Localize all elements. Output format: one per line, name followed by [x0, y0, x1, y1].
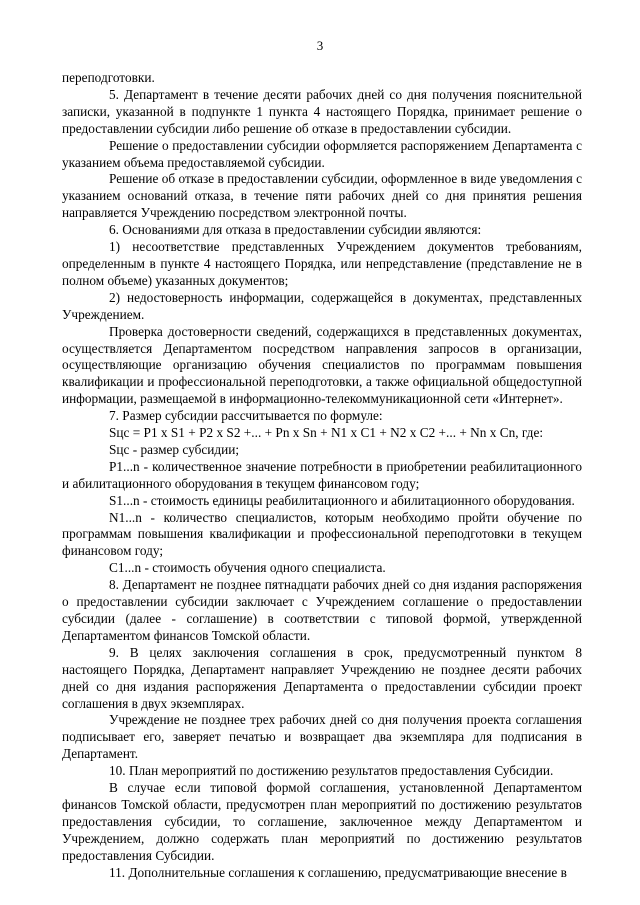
- paragraph-13: N1...n - количество специалистов, которым необходимо пройти обучение по программам повышения квалификации и профессиональной переподготовки в текущем финансовом году;: [62, 509, 582, 559]
- paragraph-4: 6. Основаниями для отказа в предоставлении субсидии являются:: [109, 222, 482, 238]
- paragraph-7: Проверка достоверности сведений, содержащихся в представленных документах, осуществляется Департаментом посредством направления запросов в организации, осуществляющие организацию обучения специалистов по программам повышения квалификации и профессиональной переподготовки, а также официальной общедоступной информации, размещаемой в информационно-телекоммуникационной сети «Интернет».: [62, 323, 582, 407]
- paragraph-18: 10. План мероприятий по достижению результатов предоставления Субсидии.: [109, 763, 554, 779]
- paragraph-6: 2) недостоверность информации, содержащейся в документах, представленных Учреждением.: [62, 289, 582, 322]
- paragraph-14: C1...n - стоимость обучения одного специалиста.: [109, 560, 386, 576]
- paragraph-2: Решение о предоставлении субсидии оформляется распоряжением Департамента с указанием объема предоставляемой субсидии.: [62, 137, 582, 170]
- paragraph-11: P1...n - количественное значение потребности в приобретении реабилитационного и абилитационного оборудования в текущем финансовом году;: [62, 458, 582, 491]
- paragraph-15: 8. Департамент не позднее пятнадцати рабочих дней со дня издания распоряжения о предоставлении субсидии заключает с Учреждением соглашение о предоставлении субсидии (далее - соглашение) в соответствии с типовой формой, утвержденной Департаментом финансов Томской области.: [62, 577, 582, 643]
- paragraph-1: 5. Департамент в течение десяти рабочих дней со дня получения пояснительной записки, указанной в подпункте 1 пункта 4 настоящего Порядка, принимает решение о предоставлении субсидии либо решение об отказе в предоставлении субсидии.: [62, 86, 582, 136]
- paragraph-10: Sцс - размер субсидии;: [109, 441, 240, 457]
- paragraph-3: Решение об отказе в предоставлении субсидии, оформленное в виде уведомления с указанием оснований отказа, в течение пяти рабочих дней со дня принятия решения направляется Учреждению посредством электронной почты.: [62, 171, 582, 221]
- paragraph-17: Учреждение не позднее трех рабочих дней со дня получения проекта соглашения подписывает его, заверяет печатью и возвращает два экземпляра для подписания в Департамент.: [62, 712, 582, 762]
- paragraph-16: 9. В целях заключения соглашения в срок, предусмотренный пунктом 8 настоящего Порядка, Департамент направляет Учреждению не позднее десяти рабочих дней со дня издания распоряжения Департамента о предоставлении субсидии проект соглашения в двух экземплярах.: [62, 644, 582, 711]
- page-number: 3: [316, 38, 324, 53]
- paragraph-8: 7. Размер субсидии рассчитывается по формуле:: [109, 408, 383, 424]
- formula: Sцс = P1 x S1 + P2 x S2 +... + Pn x Sn + N1 x C1 + N2 x C2 +... + Nn x Cn, где:: [109, 425, 544, 441]
- paragraph-12: S1...n - стоимость единицы реабилитационного и абилитационного оборудования.: [109, 492, 575, 508]
- document-body: [62, 70, 582, 882]
- paragraph-0: переподготовки.: [62, 70, 155, 85]
- paragraph-5: 1) несоответствие представленных Учреждением документов требованиям, определенным в пункте 4 настоящего Порядка, или непредставление (представление не в полном объеме) указанных документов;: [62, 239, 582, 288]
- paragraph-20: 11. Дополнительные соглашения к соглашению, предусматривающие внесение в: [109, 864, 567, 880]
- paragraph-19: В случае если типовой формой соглашения, установленной Департаментом финансов Томской области, предусмотрен план мероприятий по достижению результатов предоставления субсидии, то соглашение, заключенное между Департаментом и Учреждением, должно содержать план мероприятий по достижению результатов предоставления Субсидии.: [62, 780, 582, 863]
